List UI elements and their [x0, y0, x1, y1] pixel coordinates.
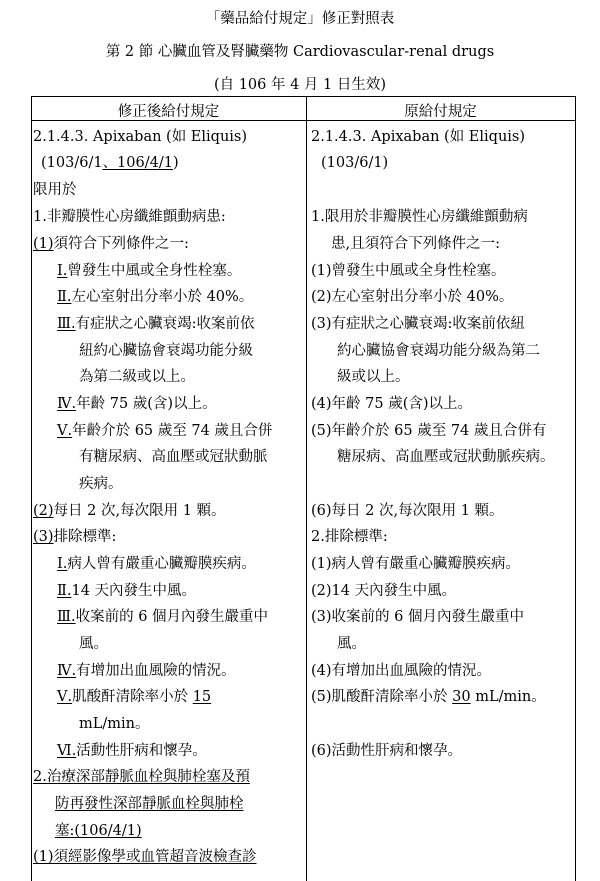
- revised-date-close: ): [172, 155, 179, 171]
- revised-line: [57, 607, 268, 627]
- revised-line: [33, 501, 226, 521]
- item-marker: (1): [33, 236, 54, 252]
- original-line: (1)曾發生中風或全身性栓塞。: [311, 263, 506, 279]
- revised-line: 紐約心臟協會衰竭功能分級: [79, 343, 253, 359]
- revised-line: [41, 153, 179, 173]
- revised-line: [57, 314, 254, 334]
- item-text: 收案前的 6 個月內發生嚴重中: [75, 609, 269, 625]
- revised-line: 為第二級或以上。: [79, 369, 195, 385]
- revised-line: [57, 687, 211, 707]
- original-line: (3)收案前的 6 個月內發生嚴重中: [311, 609, 524, 625]
- item-marker: Ⅵ.: [57, 743, 77, 759]
- item-text: 病人曾有嚴重心臟瓣膜疾病。: [67, 556, 256, 572]
- original-line: (6)活動性肝病和懷孕。: [311, 743, 463, 759]
- item-text: 活動性肝病和懷孕。: [76, 743, 207, 759]
- original-line: 糖尿病、高血壓或冠狀動脈疾病。: [337, 449, 555, 465]
- original-line: (2)左心室射出分率小於 40%。: [311, 289, 514, 305]
- revised-line: [57, 421, 272, 441]
- revised-line: [57, 581, 196, 601]
- item-text: 排除標準:: [53, 529, 117, 545]
- column-header-revised: 修正後給付規定: [117, 104, 220, 120]
- item-text: 曾發生中風或全身性栓塞。: [67, 263, 242, 279]
- item-marker: Ⅴ.: [57, 689, 73, 705]
- item-text: 每日 2 次,每次限用 1 顆。: [53, 503, 226, 519]
- item-marker: (3): [33, 529, 54, 545]
- revised-date-original: (103/6/1: [41, 155, 103, 171]
- item-marker: Ⅴ.: [57, 423, 73, 439]
- revised-line: [57, 394, 217, 414]
- section-title: 第 2 節 心臟血管及腎臟藥物 Cardiovascular-renal drugs: [105, 44, 495, 60]
- item-text: mL/min。: [470, 689, 546, 705]
- original-line: (6)每日 2 次,每次限用 1 顆。: [311, 503, 504, 519]
- original-line: 約心臟協會衰竭功能分級為第二: [337, 343, 540, 359]
- item-text: 年齡介於 65 歲至 74 歲且合併: [72, 423, 273, 439]
- table-column-divider: [306, 97, 307, 881]
- revised-date-amended: 、106/4/1: [102, 155, 173, 171]
- original-line: (4)有增加出血風險的情況。: [311, 663, 492, 679]
- table-border-left: [31, 97, 32, 881]
- original-line: 2.1.4.3. Apixaban (如 Eliquis): [311, 129, 526, 145]
- revised-line: [57, 261, 241, 281]
- amended-value: 15: [192, 689, 212, 705]
- item-marker: Ⅳ.: [57, 396, 77, 412]
- revised-line: [33, 527, 116, 547]
- revised-line: [57, 287, 253, 307]
- item-marker: Ⅰ.: [57, 556, 68, 572]
- item-text: (5)肌酸酐清除率小於: [311, 689, 453, 705]
- revised-line: [57, 741, 207, 761]
- revised-line: 1.非瓣膜性心房纖維顫動病患:: [33, 209, 226, 225]
- revised-line: [33, 234, 189, 254]
- original-line: 級或以上。: [337, 369, 410, 385]
- item-marker: (2): [33, 503, 54, 519]
- revised-line: 限用於: [33, 182, 77, 198]
- original-line: (103/6/1): [321, 155, 389, 171]
- original-line: 患,且須符合下列條件之一:: [331, 236, 500, 252]
- item-text: 有症狀之心臟衰竭:收案前依: [75, 316, 255, 332]
- original-line: 2.排除標準:: [311, 529, 388, 545]
- item-marker: Ⅰ.: [57, 263, 68, 279]
- original-value: 30: [452, 689, 471, 705]
- item-text: 年齡 75 歲(含)以上。: [76, 396, 217, 412]
- item-text: 左心室射出分率小於 40%。: [71, 289, 254, 305]
- document-title: 「藥品給付規定」修正對照表: [205, 11, 395, 27]
- item-marker: Ⅱ.: [57, 289, 72, 305]
- table-border-right: [575, 97, 576, 881]
- original-line: (3)有症狀之心臟衰竭:收案前依紐: [311, 316, 525, 332]
- revised-line-new: 2.治療深部靜脈血栓與肺栓塞及預: [33, 769, 250, 785]
- revised-line: 有糖尿病、高血壓或冠狀動脈: [79, 449, 268, 465]
- item-marker: Ⅳ.: [57, 663, 77, 679]
- original-line: (2)14 天內發生中風。: [311, 583, 457, 599]
- item-text: 14 天內發生中風。: [71, 583, 197, 599]
- original-line: (4)年齡 75 歲(含)以上。: [311, 396, 473, 412]
- item-text: 須符合下列條件之一:: [53, 236, 189, 252]
- revised-line: 疾病。: [79, 476, 123, 492]
- effective-date: (自 106 年 4 月 1 日生效): [213, 77, 387, 93]
- revised-line: [57, 661, 236, 681]
- revised-line: [57, 554, 256, 574]
- revised-line-new: 防再發性深部靜脈血栓與肺栓: [55, 796, 244, 812]
- revised-line: 風。: [79, 636, 108, 652]
- original-line: [311, 687, 546, 707]
- revised-line: 2.1.4.3. Apixaban (如 Eliquis): [33, 129, 248, 145]
- item-text: 有增加出血風險的情況。: [76, 663, 236, 679]
- original-line: (1)病人曾有嚴重心臟瓣膜疾病。: [311, 556, 521, 572]
- column-header-original: 原給付規定: [404, 104, 477, 120]
- revised-line-new: (1)須經影像學或血管超音波檢查診: [33, 849, 257, 865]
- item-marker: Ⅲ.: [57, 316, 76, 332]
- item-marker: Ⅲ.: [57, 609, 76, 625]
- revised-line-new: 塞:(106/4/1): [55, 823, 142, 839]
- original-line: (5)年齡介於 65 歲至 74 歲且合併有: [311, 423, 547, 439]
- item-text: 肌酸酐清除率小於: [72, 689, 193, 705]
- comparison-table: [31, 96, 576, 881]
- original-line: 風。: [337, 636, 366, 652]
- item-marker: Ⅱ.: [57, 583, 72, 599]
- original-line: 1.限用於非瓣膜性心房纖維顫動病: [311, 209, 528, 225]
- revised-line: mL/min。: [79, 716, 150, 732]
